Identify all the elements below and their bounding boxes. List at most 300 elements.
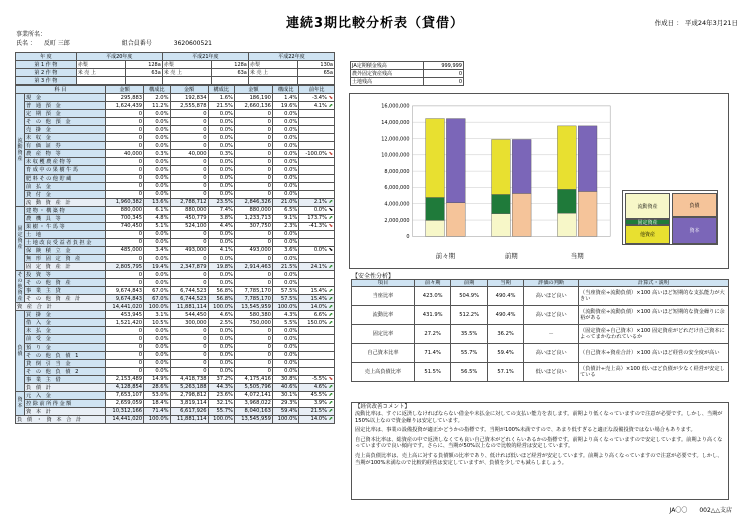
row-value: 3.8% (208, 214, 234, 222)
row-label: 控除前所得金額 (25, 399, 106, 407)
bar-資本 (578, 126, 597, 192)
yoy-value: 173.7% ⬈ (299, 214, 335, 222)
yoy-value (299, 279, 335, 287)
year-header: 年 度 (16, 53, 77, 61)
row-value: 21.5% (208, 102, 234, 110)
row-value: 4.4% (208, 222, 234, 230)
ja-value: 0 (423, 70, 463, 78)
row-value: 0.0% (208, 254, 234, 262)
legend-item: 固定資産 (625, 219, 670, 225)
yoy-value: 4.6% ⬈ (299, 383, 335, 391)
row-value: 485,000 (106, 246, 144, 254)
row-value: 28.6% (144, 383, 170, 391)
row-label: 現 金 (25, 94, 106, 102)
ja-row (351, 70, 464, 78)
row-value: 0.0% (272, 279, 298, 287)
table-row (16, 158, 335, 166)
legend-item: 他資産 (625, 225, 670, 244)
ratio-header: 項目 (352, 280, 415, 287)
bar-他資産 (557, 126, 576, 189)
row-value: 0.0% (272, 230, 298, 238)
row-value: 0 (106, 190, 144, 198)
row-value: 0.0% (144, 279, 170, 287)
row-label: 普 通 預 金 (25, 102, 106, 110)
row-value: 9,674,843 (106, 287, 144, 295)
yoy-value: 24.1% ⬈ (299, 263, 335, 271)
yoy-value: 14.0% ⬈ (299, 415, 335, 423)
footer: JA〇〇 002△△支店 (669, 507, 732, 514)
ratio-value: 55.7% (451, 344, 487, 363)
ratio-value: 512.2% (451, 306, 487, 325)
row-value: 55.7% (208, 407, 234, 415)
ratio-value: 36.2% (487, 325, 523, 344)
ratio-value: 高いほど良い (524, 344, 579, 363)
row-label: 土地改良受益者負担金 (25, 238, 106, 246)
row-label: 借 入 金 (25, 319, 106, 327)
row-value: 0 (170, 271, 208, 279)
row-label: そ の 他 負 債 2 (25, 367, 106, 375)
yoy-value (299, 118, 335, 126)
row-value: 0 (106, 327, 144, 335)
arrow-right-icon: ⬊ (327, 223, 333, 230)
row-label: 事 業 主 貸 (25, 287, 106, 295)
row-value: 0.0% (208, 351, 234, 359)
row-value: 0 (234, 367, 272, 375)
row-value: 100.0% (144, 415, 170, 423)
row-value: 0 (234, 230, 272, 238)
x-tick-label: 前期 (504, 252, 518, 261)
row-value: 5.5% (272, 319, 298, 327)
table-row (16, 166, 335, 174)
table-row (16, 126, 335, 134)
ratio-name: 固定比率 (352, 325, 415, 344)
legend-item: 負債 (672, 193, 717, 217)
yoy-value (299, 238, 335, 246)
row-value: 4.8% (144, 214, 170, 222)
row-value: 0.0% (208, 174, 234, 182)
row-label: 果樹・牛馬等 (25, 222, 106, 230)
row-value: 307,750 (234, 222, 272, 230)
row-label: 前 払 金 (25, 182, 106, 190)
row-value: 0 (106, 351, 144, 359)
row-value: 0.0% (144, 327, 170, 335)
row-label: 貸 付 金 (25, 190, 106, 198)
row-value: 2,788,712 (170, 198, 208, 206)
row-value: 0 (106, 158, 144, 166)
y-tick-label: 4,000,000 (384, 201, 410, 208)
category-label: 固定資産 (16, 206, 25, 270)
crop-name: 赤梨 (248, 61, 298, 69)
crop-row (16, 77, 335, 85)
table-row (16, 94, 335, 102)
row-value: 3,819,114 (170, 399, 208, 407)
row-value: 295,883 (106, 94, 144, 102)
row-value: 13.6% (144, 198, 170, 206)
row-value: 0.0% (272, 351, 298, 359)
table-row (16, 351, 335, 359)
x-tick-label: 当期 (570, 252, 584, 261)
row-value: 0.0% (272, 343, 298, 351)
row-value: 0 (106, 118, 144, 126)
row-value: 0.0% (208, 367, 234, 375)
crop-area: 128a (126, 61, 163, 69)
row-value: 59.4% (272, 407, 298, 415)
row-value: 7.4% (208, 206, 234, 214)
row-value: 0.0% (144, 118, 170, 126)
row-value: 0 (106, 110, 144, 118)
y-tick-label: 10,000,000 (381, 152, 410, 159)
row-label: 農 産 物 等 (25, 150, 106, 158)
row-value: 0 (170, 359, 208, 367)
crop-area: 63a (212, 69, 249, 77)
ratio-row (352, 325, 729, 344)
row-value: 880,000 (170, 206, 208, 214)
row-label: そ の 他 預 金 (25, 118, 106, 126)
row-value: 0.0% (208, 134, 234, 142)
row-value: 0 (106, 254, 144, 262)
row-value: 192,834 (170, 94, 208, 102)
bar-負債 (578, 191, 597, 236)
row-value: 8,040,163 (234, 407, 272, 415)
yoy-value (299, 166, 335, 174)
row-label: 投 資 等 (25, 271, 106, 279)
row-label: 買 掛 金 (25, 311, 106, 319)
row-label: 未 収 金 (25, 134, 106, 142)
arrow-right-icon: ⬊ (327, 94, 333, 101)
row-value: 4.3% (272, 311, 298, 319)
row-value: 0.0% (144, 182, 170, 190)
row-label: 定 期 預 金 (25, 110, 106, 118)
row-value: 2.0% (144, 94, 170, 102)
bar-負債 (446, 203, 465, 237)
row-value: 0.0% (272, 335, 298, 343)
bar-流動資産 (426, 220, 445, 236)
row-value: 0.0% (144, 174, 170, 182)
ratio-header-row (352, 280, 729, 287)
row-value: 21.0% (272, 198, 298, 206)
bar-流動資産 (492, 214, 511, 237)
table-row (16, 319, 335, 327)
table-row (16, 287, 335, 295)
row-label: 無 形 固 定 資 産 (25, 254, 106, 262)
crop-name: 米 売 上 (76, 69, 126, 77)
ratio-value: 35.5% (451, 325, 487, 344)
row-value: 11.2% (144, 102, 170, 110)
table-row (16, 343, 335, 351)
row-value: 0 (234, 343, 272, 351)
year-row (16, 53, 335, 61)
row-value: 30.1% (272, 391, 298, 399)
row-value: 0.0% (208, 126, 234, 134)
created-date: 作成日 ： 平成24年3月21日 (654, 19, 738, 27)
comment-paragraph: 売上高負債比率は、売上高に対する負債額の比率であり、低ければ低いほど経営が安定しています。前期より高くなっていますので注意が必要です。しかし、当期が100%未満なので比較的経営は安定していますが、負債を少しでも減らしましょう。 (355, 452, 723, 466)
row-value: 0.0% (208, 271, 234, 279)
table-row (16, 367, 335, 375)
row-value: 0 (170, 110, 208, 118)
row-value: 0 (170, 190, 208, 198)
y-tick-label: 16,000,000 (381, 103, 410, 110)
arrow-up-icon: ⬈ (327, 215, 333, 222)
x-tick-label: 前々期 (435, 252, 456, 261)
row-value: 0 (234, 126, 272, 134)
row-value: 453,945 (106, 311, 144, 319)
yoy-value: 21.5% ⬈ (299, 407, 335, 415)
row-label: 資 本 計 (25, 407, 106, 415)
row-value: 0 (170, 142, 208, 150)
row-value: 0 (106, 134, 144, 142)
category-label: その他資産 (17, 271, 23, 302)
row-value: 740,450 (106, 222, 144, 230)
row-value: 0 (106, 359, 144, 367)
yoy-value (299, 134, 335, 142)
yoy-value (299, 335, 335, 343)
row-value: 14,441,020 (106, 415, 144, 423)
ratio-row (352, 344, 729, 363)
row-value: 9,674,843 (106, 295, 144, 303)
row-value: 53.0% (144, 391, 170, 399)
row-value: 71.4% (144, 407, 170, 415)
row-value: 0.0% (272, 150, 298, 158)
table-header: 科 目 (16, 86, 106, 94)
ratio-row (352, 287, 729, 306)
row-value: 0 (234, 238, 272, 246)
yoy-value: 45.5% ⬈ (299, 391, 335, 399)
yoy-value (299, 126, 335, 134)
crop-row (16, 61, 335, 69)
row-value: 0 (106, 271, 144, 279)
row-label: 元 入 金 (25, 391, 106, 399)
row-value: 1,233,713 (234, 214, 272, 222)
row-value: 0.0% (272, 142, 298, 150)
row-value: 5,505,796 (234, 383, 272, 391)
row-value: 100.0% (208, 303, 234, 311)
table-row (16, 303, 335, 311)
row-value: 40.6% (272, 383, 298, 391)
ratio-value: 490.4% (487, 287, 523, 306)
bar-固定資産 (557, 189, 576, 213)
row-value: 0 (170, 174, 208, 182)
row-value: 0 (170, 238, 208, 246)
ratio-value: 51.5% (414, 363, 450, 382)
ratio-header: 前々期 (414, 280, 450, 287)
row-value: 0.0% (208, 279, 234, 287)
row-label: 土 地 (25, 230, 106, 238)
row-value: 40,000 (106, 150, 144, 158)
ratio-value: 71.4% (414, 344, 450, 363)
row-value: 0 (234, 335, 272, 343)
ratio-value: 低いほど良い (524, 363, 579, 382)
table-row (16, 150, 335, 158)
table-row (16, 383, 335, 391)
row-value: 0 (106, 174, 144, 182)
row-value: 67.0% (144, 287, 170, 295)
row-value: 0 (106, 335, 144, 343)
row-value: 6,617,926 (170, 407, 208, 415)
table-row (16, 271, 335, 279)
row-value: 0 (234, 190, 272, 198)
ja-label: JA定期積金残高 (351, 62, 424, 70)
row-value: 0.0% (144, 166, 170, 174)
row-value: 300,000 (170, 319, 208, 327)
row-value: 100.0% (272, 415, 298, 423)
row-value: 4,128,854 (106, 383, 144, 391)
row-value: 0.0% (144, 238, 170, 246)
row-value: 0.0% (208, 142, 234, 150)
row-value: 0.0% (208, 182, 234, 190)
row-label: 農 機 具 等 (25, 214, 106, 222)
ratio-name: 売上高負債比率 (352, 363, 415, 382)
row-value: 0.0% (272, 110, 298, 118)
table-row (16, 375, 335, 383)
arrow-up-icon: ⬈ (327, 400, 333, 407)
table-row (16, 110, 335, 118)
arrow-up-icon: ⬈ (327, 311, 333, 318)
y-tick-label: 8,000,000 (384, 168, 410, 175)
crop-name (76, 77, 126, 85)
table-header: 金額 (106, 86, 144, 94)
y-tick-label: 6,000,000 (384, 185, 410, 192)
row-value: 0 (234, 110, 272, 118)
row-value: 6.1% (144, 206, 170, 214)
yoy-value (299, 327, 335, 335)
row-value: 0.0% (272, 158, 298, 166)
yoy-value (299, 110, 335, 118)
arrow-up-icon: ⬈ (327, 416, 333, 423)
table-row (16, 214, 335, 222)
row-value: 0.0% (208, 158, 234, 166)
arrow-up-icon: ⬈ (327, 199, 333, 206)
row-value: 880,000 (106, 206, 144, 214)
yoy-value: -5.5% ⬊ (299, 375, 335, 383)
row-value: 23.5% (208, 198, 234, 206)
row-value: 493,000 (170, 246, 208, 254)
crop-row (16, 69, 335, 77)
row-value: 6.5% (272, 206, 298, 214)
row-value: 2,153,489 (106, 375, 144, 383)
row-value: 0 (170, 118, 208, 126)
arrow-up-icon: ⬈ (327, 287, 333, 294)
row-label: 資 産 合 計 (16, 303, 106, 311)
row-value: 100.0% (208, 415, 234, 423)
row-label: 固 定 資 産 計 (25, 263, 106, 271)
row-value: 0 (234, 359, 272, 367)
arrow-up-icon: ⬈ (327, 384, 333, 391)
row-value: 1,960,382 (106, 198, 144, 206)
row-value: 2,798,812 (170, 391, 208, 399)
row-value: 0.0% (208, 166, 234, 174)
arrow-right-icon: ⬊ (327, 150, 333, 157)
row-label: 負 債 ・ 資 本 合 計 (16, 415, 106, 423)
table-header-row (16, 86, 335, 94)
ja-label: 土地残高 (351, 78, 424, 86)
row-value: 750,000 (234, 319, 272, 327)
table-row (16, 327, 335, 335)
ratio-description: （当座資産÷流動負債）×100 高いほど短期的な支払能力が大きい (579, 287, 729, 306)
row-value: 0.0% (144, 142, 170, 150)
yoy-value: 2.1% ⬈ (299, 198, 335, 206)
ja-table (350, 61, 464, 86)
table-row (16, 190, 335, 198)
row-value: 0.0% (144, 158, 170, 166)
row-label: 育成中の果樹牛馬 (25, 166, 106, 174)
row-value: 0.0% (272, 367, 298, 375)
yoy-value (299, 271, 335, 279)
row-value: 0 (234, 166, 272, 174)
row-value: 2,805,795 (106, 263, 144, 271)
row-value: 2,659,059 (106, 399, 144, 407)
arrow-up-icon: ⬈ (327, 102, 333, 109)
row-value: 0 (234, 271, 272, 279)
row-value: 700,345 (106, 214, 144, 222)
yoy-value (299, 158, 335, 166)
row-value: 30.8% (272, 375, 298, 383)
yoy-value: -3.4% ⬊ (299, 94, 335, 102)
ja-row (351, 78, 464, 86)
row-value: 0.0% (144, 254, 170, 262)
row-value: 0.0% (208, 190, 234, 198)
row-value: 0 (234, 327, 272, 335)
row-value: 0 (170, 367, 208, 375)
ratio-header: 評価の判断 (524, 280, 579, 287)
row-value: 0 (234, 351, 272, 359)
row-value: 3.6% (272, 246, 298, 254)
row-value: 0 (234, 118, 272, 126)
ratio-value: 57.1% (487, 363, 523, 382)
row-label: 建物・構築物 (25, 206, 106, 214)
crop-area: 128a (212, 61, 249, 69)
yoy-value: 15.4% ⬈ (299, 287, 335, 295)
table-row (16, 399, 335, 407)
bar-固定資産 (492, 194, 511, 213)
arrow-up-icon: ⬈ (327, 263, 333, 270)
row-value: 21.5% (272, 263, 298, 271)
row-value: 0.3% (144, 150, 170, 158)
table-row (16, 246, 335, 254)
table-row (16, 174, 335, 182)
yoy-value (299, 367, 335, 375)
yoy-value: 0.0% ⬊ (299, 246, 335, 254)
table-row (16, 263, 335, 271)
bar-他資産 (492, 139, 511, 194)
row-value: 0.0% (144, 190, 170, 198)
row-value: 0.0% (272, 190, 298, 198)
crop-area (126, 77, 163, 85)
table-row (16, 142, 335, 150)
yoy-value (299, 359, 335, 367)
row-value: 10,312,166 (106, 407, 144, 415)
row-value: 0.0% (272, 271, 298, 279)
ratio-value: 504.9% (451, 287, 487, 306)
row-value: 0.0% (144, 359, 170, 367)
table-row (16, 311, 335, 319)
table-header: 構成比 (144, 86, 170, 94)
row-value: 4.6% (208, 311, 234, 319)
row-value: 6,744,523 (170, 287, 208, 295)
table-row (16, 198, 335, 206)
table-row (16, 335, 335, 343)
row-value: 0.0% (208, 238, 234, 246)
row-value: 0 (106, 343, 144, 351)
ratio-value: 423.0% (414, 287, 450, 306)
row-value: 2,914,463 (234, 263, 272, 271)
row-value: 0.0% (144, 351, 170, 359)
row-value: 0.0% (208, 327, 234, 335)
yoy-value (299, 230, 335, 238)
year-label: 平成22年度 (248, 53, 334, 61)
ratio-name: 当座比率 (352, 287, 415, 306)
bar-資本 (512, 139, 531, 193)
comment-paragraph: 自己資本比率は、総資産の中で返済しなくても良い自己資本がどれくらいあるかの指標です。前期より高くなっていますので安定しています。前期より高くなっていますので良い傾向です。さらに、当期が50%以上なので比較的経営は安定しています。 (355, 436, 723, 450)
